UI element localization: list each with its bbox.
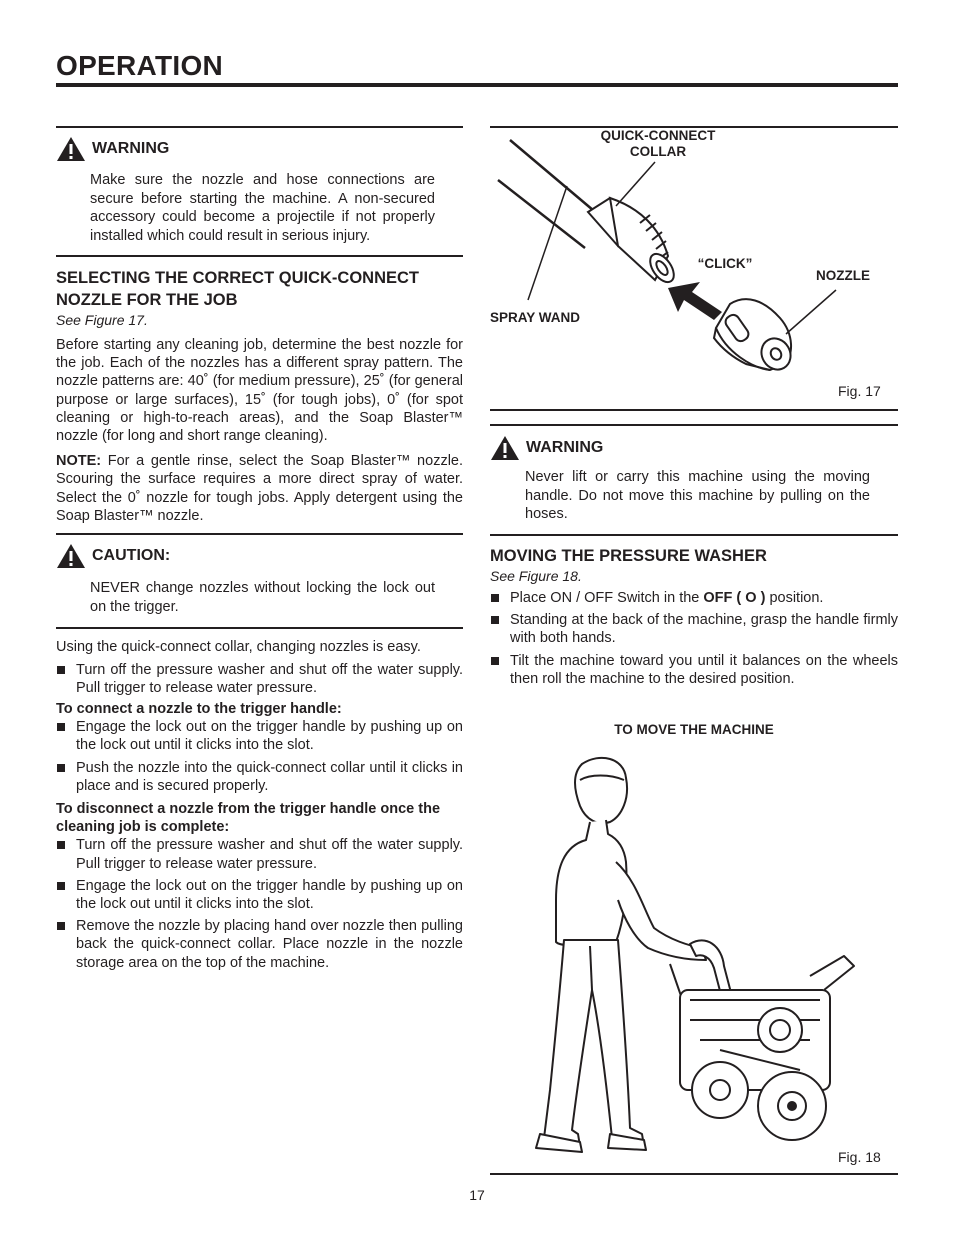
- page-number: 17: [469, 1187, 485, 1203]
- intro-text: Using the quick-connect collar, changing nozzles is easy.: [56, 639, 421, 655]
- bullets-2: [56, 718, 463, 796]
- list-item: Tilt the machine toward you until it balances on the wheels then roll the machine to the desired position.: [490, 652, 898, 688]
- list-item: Engage the lock out on the trigger handle by pushing up on the lock out until it clicks into the slot.: [56, 877, 463, 913]
- warning2-top-rule: [490, 424, 898, 426]
- warning-bottom-rule: [56, 255, 463, 257]
- bullets-1: [56, 661, 463, 697]
- note-paragraph: NOTE: For a gentle rinse, select the Soap Blaster™ nozzle. Scouring the surface requires a more direct spray of water. Select the 0˚ nozzle for tough jobs. Apply detergent using the Soap Blaster™ nozzle.: [56, 453, 464, 524]
- label-click: “CLICK”: [697, 256, 753, 271]
- caution-top-rule: [56, 533, 463, 535]
- list-item: Engage the lock out on the trigger handle by pushing up on the lock out until it clicks into the slot.: [56, 718, 463, 754]
- label-spray-wand: SPRAY WAND: [490, 310, 581, 325]
- list-item: Place ON / OFF Switch in the OFF ( O ) position.: [490, 589, 898, 607]
- warning-triangle-icon: [56, 136, 86, 162]
- caution-heading-text: CAUTION:: [92, 547, 171, 564]
- fig17-caption: Fig. 17: [838, 383, 881, 399]
- list-item: Turn off the pressure washer and shut off the water supply. Pull trigger to release water pressure.: [56, 836, 463, 872]
- nozzle-instructions: [56, 638, 463, 972]
- warning-heading-text: WARNING: [92, 140, 170, 157]
- label-nozzle: NOZZLE: [816, 268, 870, 283]
- nozzle-section-heading: SELECTING THE CORRECT QUICK-CONNECT NOZZLE FOR THE JOB: [56, 269, 419, 309]
- warning-top-rule: [56, 126, 463, 128]
- nozzle-paragraph: Before starting any cleaning job, determine the best nozzle for the job. Each of the nozzles has a different spray pattern. The nozzle patterns are: 40˚ (for medium pressure), 25˚ (for general purpose or large surfaces), 15˚ (for tough jobs), 0˚ (for spot cleaning or high-to-reach areas), and the Soap Blaster™ nozzle (for long and short range cleaning).: [56, 337, 463, 445]
- moving-bullets: [490, 589, 898, 688]
- caution-triangle-icon: [56, 543, 86, 569]
- caution-body: NEVER change nozzles without locking the lock out on the trigger.: [90, 580, 435, 615]
- warning2-body: Never lift or carry this machine using the moving handle. Do not move this machine by pulling on the hoses.: [525, 469, 870, 522]
- bullets-3: [56, 836, 463, 971]
- warning-triangle-icon: [490, 435, 520, 461]
- warning2-heading: [490, 435, 603, 461]
- warning2-bottom-rule: [490, 534, 898, 536]
- fig18-bottom-rule: [490, 1173, 898, 1175]
- moving-heading: MOVING THE PRESSURE WASHER: [490, 547, 767, 565]
- fig18-title: TO MOVE THE MACHINE: [614, 722, 774, 737]
- caution-heading: [56, 543, 170, 569]
- list-item: Remove the nozzle by placing hand over nozzle then pulling back the quick-connect collar. Place nozzle in the nozzle storage area on the top of the machine.: [56, 917, 463, 972]
- moving-section: [490, 545, 898, 688]
- connect-heading: To connect a nozzle to the trigger handle:: [56, 700, 342, 717]
- title-rule: [56, 83, 898, 87]
- warning-heading: [56, 136, 169, 162]
- warning2-heading-text: WARNING: [526, 439, 604, 456]
- figure-18-moving-machine-illustration: [520, 750, 870, 1160]
- list-item: Push the nozzle into the quick-connect collar until it clicks in place and is secured properly.: [56, 759, 463, 795]
- see-figure-18: See Figure 18.: [490, 568, 582, 584]
- fig17-bottom-rule: [490, 409, 898, 411]
- disconnect-heading: To disconnect a nozzle from the trigger handle once the cleaning job is complete:: [56, 801, 441, 836]
- label-quick-connect-collar: QUICK-CONNECT COLLAR: [600, 128, 716, 159]
- nozzle-section: [56, 267, 466, 525]
- page-title: OPERATION: [56, 50, 224, 81]
- fig18-caption: Fig. 18: [838, 1149, 881, 1165]
- list-item: Standing at the back of the machine, grasp the handle firmly with both hands.: [490, 611, 898, 647]
- warning-body: Make sure the nozzle and hose connections are secure before starting the machine. A non-secured accessory could become a projectile if not properly installed which could result in serious injury.: [90, 172, 435, 244]
- list-item: Turn off the pressure washer and shut off the water supply. Pull trigger to release water pressure.: [56, 661, 463, 697]
- caution-bottom-rule: [56, 627, 463, 629]
- see-figure-17: See Figure 17.: [56, 312, 148, 328]
